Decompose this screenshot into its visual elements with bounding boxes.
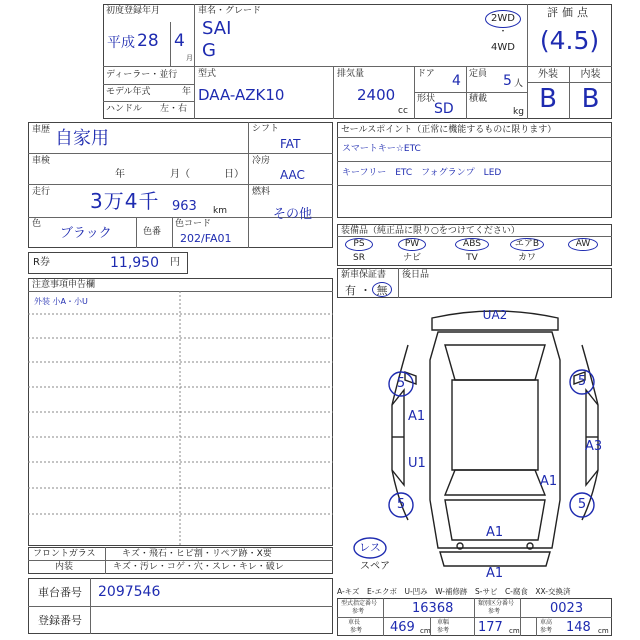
equip-tv: TV bbox=[466, 253, 478, 263]
int-grade: B bbox=[581, 84, 600, 114]
mark-tire-fl: 5 bbox=[396, 376, 406, 391]
equip-abs: ABS bbox=[463, 239, 481, 249]
disp-value: 2400 bbox=[357, 86, 396, 104]
usage-label: 車歴 bbox=[32, 125, 51, 135]
shape-value: SD bbox=[434, 101, 454, 117]
mileage-value: 3万4千 bbox=[90, 189, 160, 213]
recycle-unit: 円 bbox=[170, 257, 180, 268]
cap-unit: 人 bbox=[514, 79, 524, 89]
color-label: 色 bbox=[32, 219, 42, 229]
equipment-title: 装備品（純正品に限り○をつけてください） bbox=[341, 226, 520, 236]
interior-items: キズ・汚レ・コゲ・穴・スレ・キレ・破レ bbox=[113, 562, 284, 572]
type-label: 型式 bbox=[198, 69, 217, 79]
shift-label: シフト bbox=[252, 124, 280, 134]
mark-rear-center: A1 bbox=[486, 525, 504, 540]
mileage-unit: km bbox=[213, 206, 227, 216]
spare-label: スペア bbox=[360, 561, 390, 572]
handle-label: ハンドル bbox=[106, 104, 143, 114]
warranty-yes: 有 bbox=[345, 284, 356, 297]
equip-aw: AW bbox=[575, 239, 591, 249]
recycle-frame bbox=[28, 252, 188, 274]
int-label: 内装 bbox=[580, 69, 601, 80]
equip-navi: ナビ bbox=[402, 253, 421, 263]
equip-leather: カワ bbox=[517, 253, 536, 263]
reg-year: 28 bbox=[137, 31, 159, 51]
load-label: 積載 bbox=[469, 94, 488, 104]
eval-score: (4.5) bbox=[539, 26, 600, 55]
door-value: 4 bbox=[452, 73, 461, 89]
inspect-sub: 参考 bbox=[352, 608, 365, 615]
drive-2wd: 2WD bbox=[491, 13, 515, 24]
warranty-dot: ・ bbox=[360, 284, 371, 297]
cap-value: 5 bbox=[503, 73, 512, 89]
disp-label: 排気量 bbox=[337, 69, 365, 79]
equip-airbag: エアB bbox=[514, 239, 540, 249]
disp-unit: cc bbox=[398, 106, 408, 116]
car-name: SAI bbox=[202, 18, 232, 39]
mark-tire-fr: 5 bbox=[577, 374, 587, 389]
width-unit: cm bbox=[509, 627, 520, 635]
ac-value: AAC bbox=[280, 168, 305, 182]
handle-value: 左・右 bbox=[160, 104, 188, 114]
mark-tire-rr: 5 bbox=[577, 497, 587, 512]
equip-sr: SR bbox=[353, 253, 365, 263]
class-value: 0023 bbox=[550, 601, 584, 616]
ext-label: 外装 bbox=[538, 69, 558, 80]
cap-label: 定員 bbox=[469, 69, 488, 79]
color-value: ブラック bbox=[60, 226, 112, 241]
notes-line-1: 外装 小A・小U bbox=[34, 297, 88, 306]
model-year-unit: 年 bbox=[182, 87, 192, 97]
reg-month-unit: 月 bbox=[186, 54, 193, 62]
length-label: 車長 bbox=[348, 619, 361, 626]
drive-4wd: 4WD bbox=[491, 42, 515, 53]
reg-month: 4 bbox=[174, 31, 185, 51]
height-unit: cm bbox=[598, 627, 609, 635]
model-year-label: モデル年式 bbox=[106, 87, 151, 97]
mark-tire-rl: 5 bbox=[396, 497, 406, 512]
reg-no-label: 登録番号 bbox=[38, 614, 82, 627]
mark-rear-bumper: A1 bbox=[486, 566, 504, 581]
ac-label: 冷房 bbox=[252, 156, 271, 166]
mark-right-rear: A1 bbox=[540, 474, 558, 489]
usage-value: 自家用 bbox=[55, 128, 109, 149]
shift-value: FAT bbox=[280, 137, 301, 151]
shape-label: 形状 bbox=[417, 94, 436, 104]
drive-dot: ・ bbox=[498, 27, 508, 37]
shaken-month: 月（ bbox=[170, 169, 190, 180]
load-unit: kg bbox=[513, 107, 524, 117]
notes-frame bbox=[28, 278, 333, 546]
length-unit: cm bbox=[420, 627, 431, 635]
length-sub: 参考 bbox=[350, 627, 363, 634]
glass-items: キズ・飛石・ヒビ割・リペア跡・X要 bbox=[122, 549, 272, 559]
mark-spare: レス bbox=[359, 541, 381, 554]
color-code-value: 202/FA01 bbox=[180, 232, 232, 245]
inspect-value: 16368 bbox=[412, 601, 454, 616]
dealer-label: ディーラー・並行 bbox=[106, 70, 178, 80]
sales-line-2: キーフリー ETC フォグランプ LED bbox=[342, 168, 502, 178]
mark-right-rear-side: A3 bbox=[585, 439, 603, 454]
width-value: 177 bbox=[478, 620, 503, 635]
equip-ps: PS bbox=[353, 239, 365, 249]
mark-front: UA2 bbox=[482, 308, 508, 322]
class-label: 類別区分番号 bbox=[478, 600, 515, 607]
car-name-label: 車名・グレード bbox=[198, 6, 262, 16]
mileage-label: 走行 bbox=[32, 187, 51, 197]
warranty-label-2: 後日品 bbox=[402, 270, 430, 280]
color-no-label: 色番 bbox=[143, 227, 162, 237]
reg-era: 平成 bbox=[107, 35, 135, 51]
fuel-value: その他 bbox=[273, 207, 313, 222]
warranty-label: 新車保証書 bbox=[341, 270, 387, 280]
equip-pw: PW bbox=[404, 239, 420, 249]
height-value: 148 bbox=[566, 620, 591, 635]
width-sub: 参考 bbox=[437, 627, 450, 634]
mark-left-front: A1 bbox=[408, 409, 426, 424]
class-sub: 参考 bbox=[488, 608, 501, 615]
ext-grade: B bbox=[539, 84, 557, 114]
mileage-sub: 963 bbox=[172, 199, 197, 214]
recycle-value: 11,950 bbox=[110, 255, 159, 271]
mark-left-mid: U1 bbox=[408, 456, 426, 471]
height-label: 車高 bbox=[540, 619, 553, 626]
frame-no-value: 2097546 bbox=[98, 584, 161, 600]
notes-title: 注意事項申告欄 bbox=[32, 280, 96, 290]
height-sub: 参考 bbox=[540, 627, 553, 634]
eval-label: 評価点 bbox=[547, 6, 592, 19]
length-value: 469 bbox=[390, 620, 415, 635]
frame-no-label: 車台番号 bbox=[38, 586, 82, 599]
glass-label: フロントガラス bbox=[33, 549, 96, 559]
type-value: DAA-AZK10 bbox=[198, 86, 285, 104]
fuel-label: 燃料 bbox=[252, 187, 271, 197]
damage-legend: A-キズ E-エクボ U-凹み W-補修跡 S-サビ C-腐食 XX-交換済 bbox=[337, 587, 571, 596]
reg-label: 初度登録年月 bbox=[106, 6, 161, 16]
inspect-label: 型式指定番号 bbox=[341, 600, 378, 607]
width-label: 車幅 bbox=[437, 619, 450, 626]
sales-line-1: スマートキー☆ETC bbox=[342, 144, 421, 154]
recycle-label: R券 bbox=[33, 257, 50, 268]
color-code-label: 色コード bbox=[175, 219, 212, 229]
shaken-label: 車検 bbox=[32, 156, 51, 166]
interior-label: 内装 bbox=[55, 562, 74, 572]
shaken-year: 年 bbox=[115, 169, 125, 180]
door-label: ドア bbox=[417, 69, 435, 79]
warranty-no: 無 bbox=[376, 284, 388, 297]
shaken-day: 日） bbox=[224, 169, 244, 180]
sales-title: セールスポイント（正常に機能するものに限ります） bbox=[341, 125, 557, 135]
car-grade: G bbox=[202, 40, 216, 61]
